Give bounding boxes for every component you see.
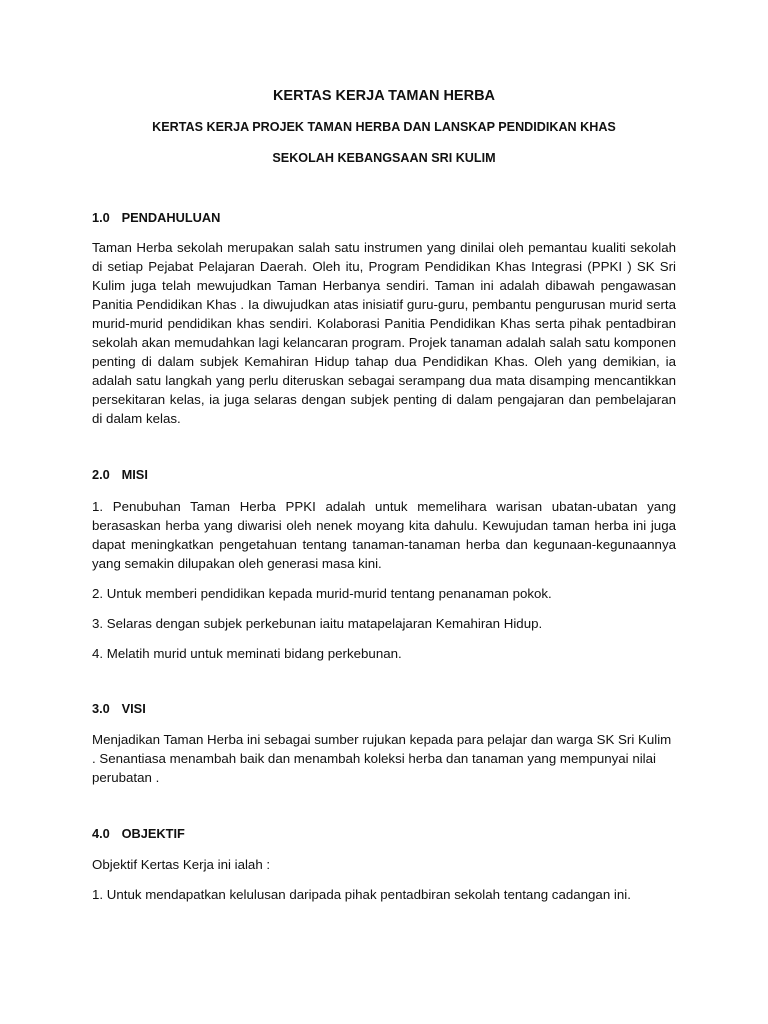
paragraph: Taman Herba sekolah merupakan salah satu instrumen yang dinilai oleh pemantau kualiti sekolah di setiap Pejabat Pelajaran Daerah. Oleh itu, Program Pendidikan Khas Integrasi (PPKI ) SK Sri Kulim juga telah mewujudkan Taman Herbanya sendiri. Taman ini adalah dibawah pengawasan Panitia Pendidikan Khas . Ia diwujudkan atas inisiatif guru-guru, pembantu pengurusan murid serta murid-murid pendidikan khas sendiri. Kolaborasi Panitia Pendidikan Khas serta pihak pentadbiran sekolah akan memudahkan lagi kelancaran program. Projek tanaman adalah salah satu komponen penting di dalam subjek Kemahiran Hidup tahap dua Pendidikan Khas. Oleh yang demikian, ia adalah satu langkah yang perlu diteruskan sebagai serampang dua mata disamping mencantikkan persekitaran kelas, ia juga selaras dengan subjek penting di dalam pengajaran dan pembelajaran di dalam kelas. bbox=[92, 240, 676, 426]
paragraph: Menjadikan Taman Herba ini sebagai sumber rujukan kepada para pelajar dan warga SK Sri Kulim . Senantiasa menambah baik dan menambah koleksi herba dan tanaman yang mempunyai nilai perubatan . bbox=[92, 732, 672, 785]
paragraph: 4. Melatih murid untuk meminati bidang perkebunan. bbox=[92, 646, 402, 661]
section-number: 3.0 bbox=[92, 701, 110, 716]
section-heading-visi bbox=[92, 700, 676, 718]
paragraph: 1. Untuk mendapatkan kelulusan daripada pihak pentadbiran sekolah tentang cadangan ini. bbox=[92, 887, 631, 902]
document-title: KERTAS KERJA TAMAN HERBA bbox=[272, 88, 496, 104]
section-number: 4.0 bbox=[92, 826, 110, 841]
section-number: 1.0 bbox=[92, 210, 110, 225]
section-title: PENDAHULUAN bbox=[121, 210, 221, 225]
paragraph: 2. Untuk memberi pendidikan kepada murid-murid tentang penanaman pokok. bbox=[92, 586, 552, 601]
section-heading-pendahuluan bbox=[92, 209, 676, 227]
paragraph: 3. Selaras dengan subjek perkebunan iaitu matapelajaran Kemahiran Hidup. bbox=[92, 616, 543, 631]
section-heading-objektif bbox=[92, 825, 676, 843]
paragraph: Objektif Kertas Kerja ini ialah : bbox=[92, 857, 271, 872]
section-number: 2.0 bbox=[92, 467, 110, 482]
school-name: SEKOLAH KEBANGSAAN SRI KULIM bbox=[272, 151, 496, 165]
document-subtitle: KERTAS KERJA PROJEK TAMAN HERBA DAN LANSKAP PENDIDIKAN KHAS bbox=[152, 120, 616, 134]
section-title: MISI bbox=[121, 467, 148, 482]
section-title: VISI bbox=[121, 701, 146, 716]
section-title: OBJEKTIF bbox=[121, 826, 185, 841]
paragraph: 1. Penubuhan Taman Herba PPKI adalah untuk memelihara warisan ubatan-ubatan yang berasaskan herba yang diwarisi oleh nenek moyang kita dahulu. Kewujudan taman herba ini juga dapat meningkatkan pengetahuan tentang tanaman-tanaman herba dan kegunaan-kegunaannya yang semakin dilupakan oleh generasi masa kini. bbox=[92, 499, 676, 571]
section-heading-misi bbox=[92, 466, 676, 484]
